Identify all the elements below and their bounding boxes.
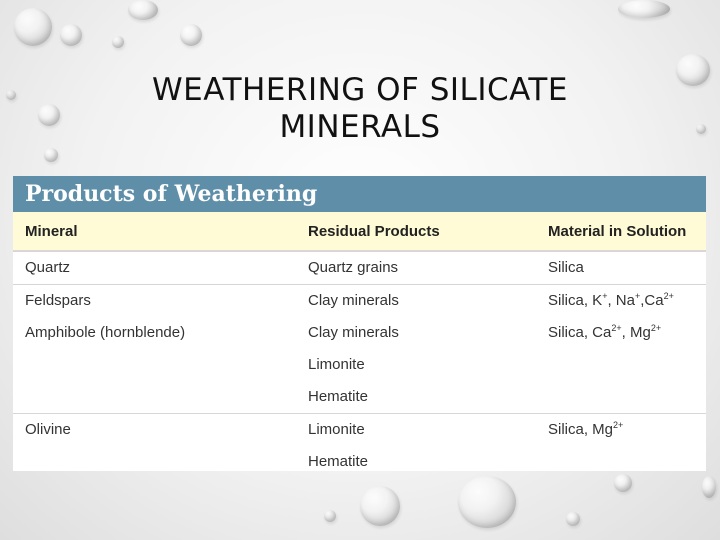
water-droplet <box>324 510 336 522</box>
water-droplet <box>44 148 58 162</box>
cell-material-in-solution: Silica <box>548 259 584 276</box>
cell-residual-product: Hematite <box>308 453 369 470</box>
water-droplet <box>566 512 580 526</box>
table-row <box>13 446 706 471</box>
cell-mineral: Amphibole (hornblende) <box>25 324 186 341</box>
slide-title-line-2: MINERALS <box>279 109 441 145</box>
table-row <box>13 381 706 413</box>
column-header-residual-products: Residual Products <box>308 222 440 240</box>
water-droplet <box>60 24 82 46</box>
table-body <box>13 251 706 471</box>
cell-mineral: Feldspars <box>25 292 91 309</box>
table-row <box>13 284 706 317</box>
weathering-products-table <box>13 176 706 471</box>
water-droplet <box>614 474 632 492</box>
slide-title <box>0 72 720 146</box>
water-droplet <box>14 8 52 46</box>
cell-mineral: Quartz <box>25 259 71 276</box>
table-caption: Products of Weathering <box>13 176 706 212</box>
water-droplet <box>360 486 400 526</box>
cell-material-in-solution: Silica, $Ca^{2+}$, $Mg^{2+}$ <box>548 323 662 341</box>
cell-residual-product: Limonite <box>308 356 365 373</box>
water-droplet <box>702 476 716 498</box>
column-header-row <box>13 212 706 251</box>
water-droplet <box>112 36 124 48</box>
table-row <box>13 349 706 381</box>
cell-residual-product: Clay minerals <box>308 324 399 341</box>
water-droplet <box>180 24 202 46</box>
cell-residual-product: Limonite <box>308 421 365 438</box>
cell-material-in-solution: Silica, $Mg^{2+}$ <box>548 420 624 438</box>
table-row <box>13 317 706 349</box>
column-header-material-in-solution: Material in Solution <box>548 222 687 240</box>
water-droplet <box>128 0 158 20</box>
slide-title-line-1: WEATHERING OF SILICATE <box>152 72 568 108</box>
cell-mineral: Olivine <box>25 421 71 438</box>
water-droplet <box>618 0 670 18</box>
cell-residual-product: Clay minerals <box>308 292 399 309</box>
cell-residual-product: Quartz grains <box>308 259 399 276</box>
cell-material-in-solution: Silica, K+, $Na^+,Ca^{2+}$ <box>548 291 674 309</box>
cell-residual-product: Hematite <box>308 388 369 405</box>
column-header-mineral: Mineral <box>25 222 78 240</box>
table-row <box>13 413 706 446</box>
water-droplet <box>458 476 516 528</box>
table-row <box>13 251 706 284</box>
